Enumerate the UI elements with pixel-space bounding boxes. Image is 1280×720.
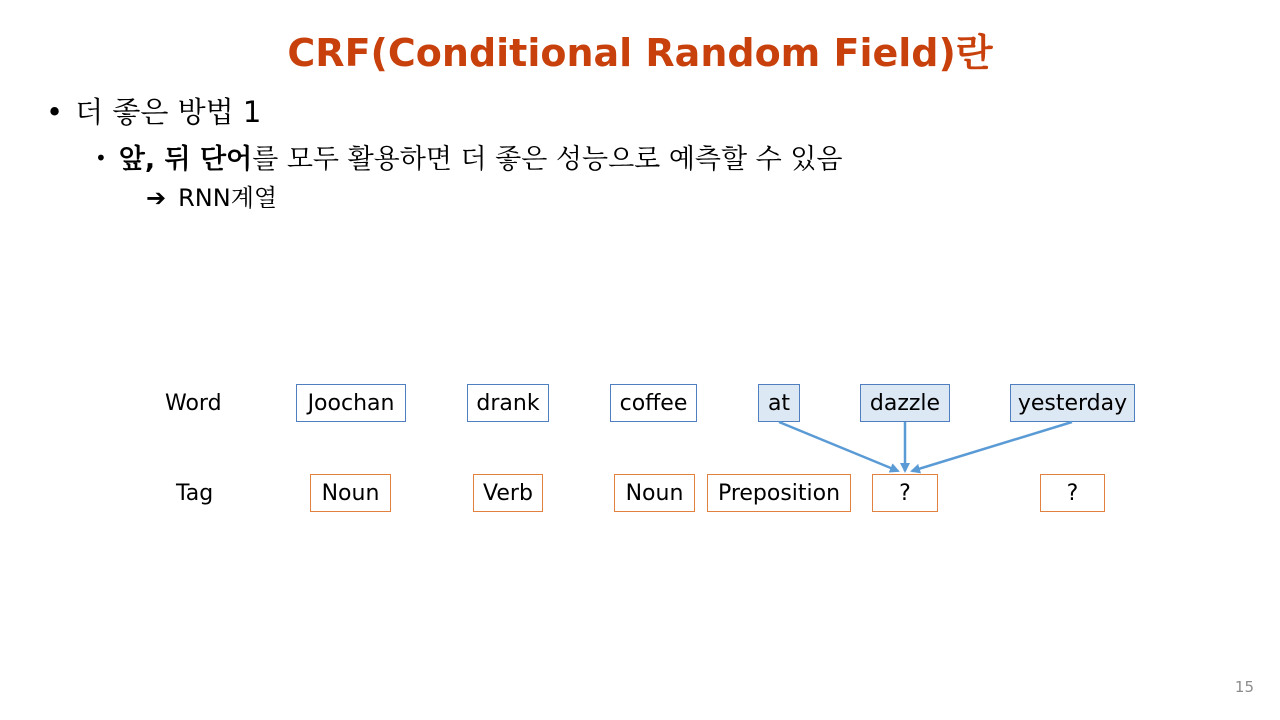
bullet-level2-bold-text: 앞, 뒤 단어 [118, 144, 253, 175]
right-arrow-icon: ➔ [146, 184, 167, 212]
word-box-at: at [758, 384, 800, 422]
tag-box-noun-2: Noun [614, 474, 695, 512]
tag-box-verb: Verb [473, 474, 543, 512]
bullet-level2-text: 를 모두 활용하면 더 좋은 성능으로 예측할 수 있음 [252, 144, 843, 175]
tag-box-preposition: Preposition [707, 474, 851, 512]
bullet-level3-text: RNN계열 [178, 184, 278, 212]
bullet-level1-text: 더 좋은 방법 1 [75, 95, 262, 129]
word-box-drank: drank [467, 384, 549, 422]
tag-box-unknown-1: ? [872, 474, 938, 512]
word-box-coffee: coffee [610, 384, 697, 422]
word-box-joochan: Joochan [296, 384, 406, 422]
slide-title: CRF(Conditional Random Field)란 [287, 31, 993, 75]
bullet-dot-icon: • [46, 95, 64, 129]
page-number: 15 [1234, 678, 1254, 696]
tag-row-label: Tag [176, 481, 214, 506]
word-box-dazzle: dazzle [860, 384, 950, 422]
word-box-yesterday: yesterday [1010, 384, 1135, 422]
bullet-dot-icon: • [95, 146, 107, 170]
tag-box-noun: Noun [310, 474, 391, 512]
tag-box-unknown-2: ? [1040, 474, 1105, 512]
arrow-yesterday-to-tag [912, 422, 1072, 471]
word-row-label: Word [165, 391, 222, 416]
arrow-at-to-tag [779, 422, 898, 471]
